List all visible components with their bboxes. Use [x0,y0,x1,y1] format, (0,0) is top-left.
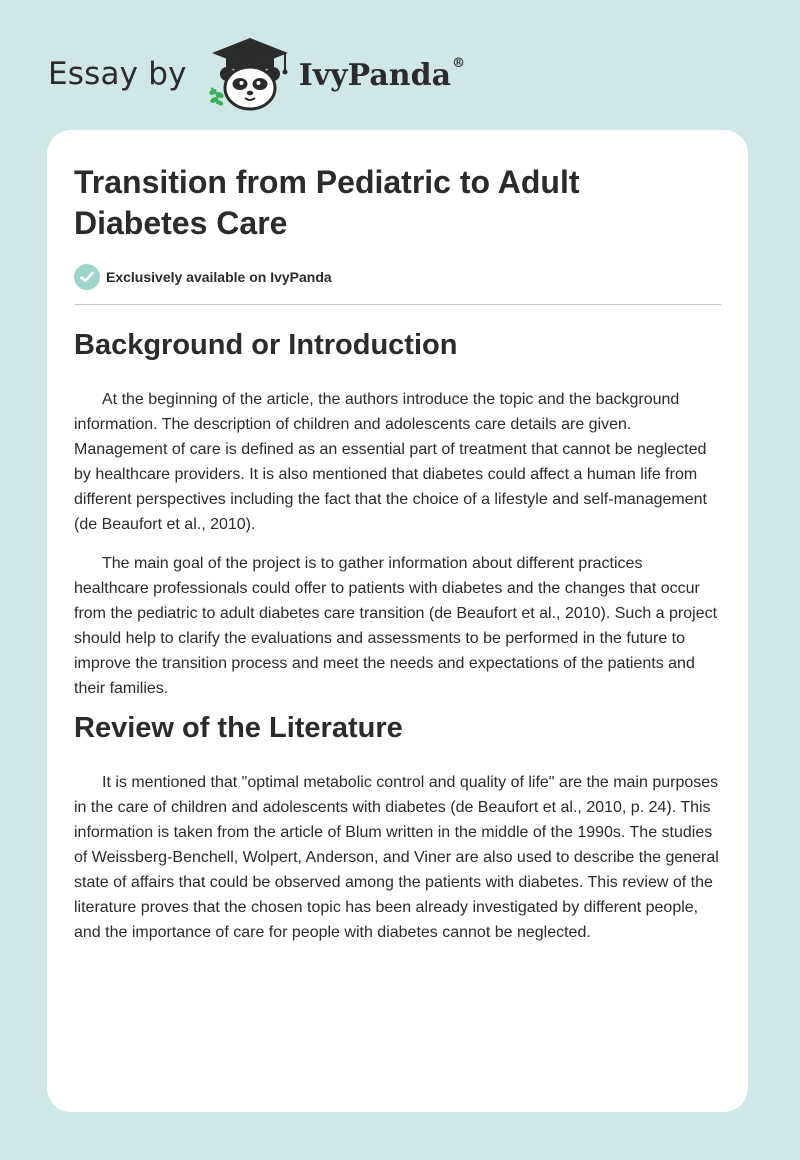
brand-name-text: IvyPanda [298,58,452,93]
section-literature-review [74,711,721,945]
section-heading: Review of the Literature [74,712,403,744]
paragraph: It is mentioned that "optimal metabolic control and quality of life" are the main purposes in the care of children and adolescents with diabetes (de Beaufort et al., 2010, p. 24). This information is taken from the article of Blum written in the middle of the 1990s. The studies of Weissberg-Benchell, Wolpert, Anderson, and Viner are also used to describe the general state of affairs that could be observed among the patients with diabetes. This review of the literature proves that the chosen topic has been already investigated by different people, and the importance of care for people with diabetes cannot be neglected. [74,774,719,941]
checkmark-icon [74,264,100,290]
exclusive-badge [74,264,721,290]
brand-name [298,56,466,93]
brand-prefix: Essay by [48,55,187,92]
section-heading: Background or Introduction [74,329,458,361]
page-title: Transition from Pediatric to Adult Diabetes Care [74,164,580,241]
paragraph: At the beginning of the article, the authors introduce the topic and the background information. The description of children and adolescents care details are given. Management of care is defined as an essential part of treatment that cannot be neglected by healthcare providers. It is also mentioned that diabetes could affect a human life from different perspectives including the fact that the choice of a lifestyle and self-management (de Beaufort et al., 2010). [74,391,707,533]
badge-text: Exclusively available on IvyPanda [106,269,332,285]
section-background [74,328,721,701]
paragraph: The main goal of the project is to gather information about different practices healthcare professionals could offer to patients with diabetes and the changes that occur from the pediatric to adult diabetes care transition (de Beaufort et al., 2010). Such a project should help to clarify the evaluations and assessments to be performed in the future to improve the transition process and meet the needs and expectations of the patients and their families. [74,555,718,697]
brand-header [48,36,465,112]
registered-mark: ® [452,56,466,71]
panda-graduate-icon [203,36,297,112]
essay-card [47,130,748,1112]
divider [74,304,721,305]
